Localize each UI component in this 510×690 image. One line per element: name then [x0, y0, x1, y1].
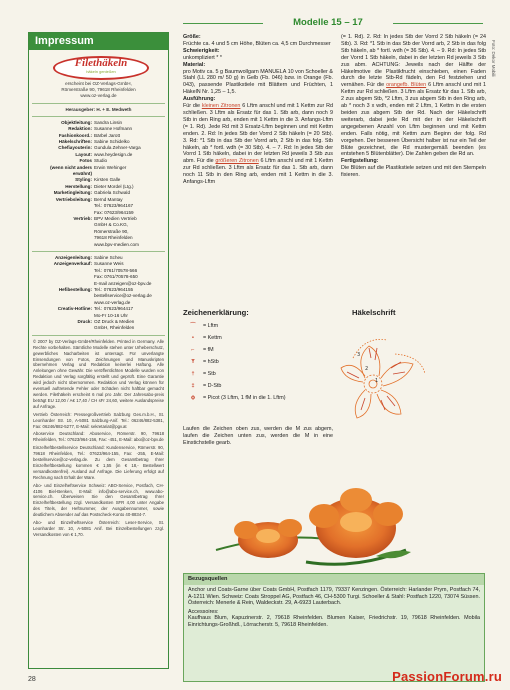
- legend-text: = hStb: [203, 359, 219, 365]
- impressum-row-key: Häkelschriften:: [58, 139, 92, 145]
- filethaekeln-logo: Filethäkeln häkeln genießen: [39, 56, 158, 78]
- impressum-row-key: Druck:: [77, 319, 92, 324]
- impressum-row-value: Studio: [94, 158, 108, 164]
- copyright-notice: © 2007 by OZ-Verlags-GmbH/Rheinfelden. Printed in Germany. Alle Rechte vorbehalten. Sämtliche Modelle stehen unter Urheberschutz, gewerbliches Nacharbeiten ist untersagt. Für unverlangte Einsendungen von Fotos, Zeichnungen und Manuskripten übernehmen Verlag und Redaktion keinerlei Haftung. Alle Anleitungen ohne Gewähr. Die veröffentlichten Modelle wurden von Redaktion und Verlag sorgfältig erstellt und geprüft. Eine Garantie wird jedoch nicht übernommen. Redaktion und Verlag können für eventuell auftretende Fehler oder Schäden nicht haftbar gemacht werden. Filethäkeln erscheint 6 mal pro Jahr. Der Jahresabo-preis beträgt EU 12,00 / A€ 17,40 / CH sFr 24,60, weitere Auslandspreise auf Anfrage.: [33, 338, 164, 409]
- round-1-label: 1: [375, 378, 379, 384]
- legend-item: [183, 357, 219, 367]
- legend-item: [183, 345, 214, 355]
- impressum-row-key: Layout:: [75, 151, 92, 157]
- legend-symbol-icon: ⌐: [191, 347, 195, 353]
- supplier-title: Bezugsquellen: [184, 574, 484, 585]
- legend-symbol-icon: •: [192, 335, 194, 341]
- legend-symbol-icon: Ŧ: [191, 359, 195, 365]
- impressum-row-value: bestellservice@oz-verlag.de: [94, 293, 152, 299]
- impressum-row-key: Chefiayouterin:: [58, 145, 92, 151]
- impressum-row-value: Kirsten Galle: [94, 177, 121, 183]
- impressum-row-value: Bärbel Jarott: [94, 132, 121, 138]
- impressum-row-value: BPV Medien Vertrieb: [94, 215, 137, 221]
- legend-item: [183, 381, 221, 391]
- crochet-flowers-photo: [206, 470, 436, 580]
- impressum-row-value: GmbH & Co.KG,: [94, 222, 128, 228]
- impressum-row-value: Sabine Scheu: [94, 254, 123, 260]
- legend-text: = Stb: [203, 371, 216, 377]
- impressum-row-value: Fax: 07623/964159: [94, 209, 134, 215]
- impressum-row-value: Mo-Fr 10-16 Uhr: [94, 312, 128, 318]
- impressum-title: Impressum: [29, 33, 168, 50]
- impressum-row-value: Tel.: 07623/964155: [94, 286, 134, 292]
- impressum-row-value: E-mail anzeigen@oz-bpv.de: [94, 280, 152, 286]
- impressum-row-value: www.oz-verlag.de: [94, 299, 131, 305]
- impressum-row-key: Hefibestellung:: [58, 286, 92, 292]
- impressum-row-value: Tel.: 07623/964167: [94, 203, 134, 209]
- impressum-row-key: [32, 325, 94, 331]
- service-oesterreich: Abo- und Einzelheftservice Österreich: Leser-Service, St. Leonharder Str. 10, A-5081 Anif. Bei Einzelbestellungen zzgl. Versandkosten von € 1,70.: [33, 520, 164, 537]
- impressum-box: [28, 32, 169, 669]
- impressum-row-value: Erwin Wehinger: [94, 164, 127, 170]
- legend-text: = D-Stb: [203, 383, 222, 389]
- impressum-row-value: GmbH, Rheinfelden: [94, 325, 135, 331]
- impressum-row-key: Fashionkoord.:: [58, 132, 92, 138]
- legend-text: = Kettm: [203, 335, 222, 341]
- impressum-row-value: Sandra Linsin: [94, 119, 123, 125]
- section-header: [183, 16, 483, 30]
- impressum-row-key: Marketingleitung:: [53, 190, 92, 196]
- impressum-row-key: Anzeigenverkauf:: [53, 261, 92, 267]
- legend-symbol-icon: ɸ: [190, 395, 196, 401]
- impressum-row-value: Römerstraße 90,: [94, 228, 129, 234]
- impressum-row-key: Vertrieb:: [73, 215, 92, 221]
- instructions-column-1: Größe: Früchte ca. 4 und 5 cm Höhe, Blüten ca. 4,5 cm Durchmesser Schwierigkeit: unkompliziert * * Material: pro Motiv ca. 5 g Baumwollgarn MANUELA 10 von Schoeller & Stahl (LL 280 m/ 50 g) in Gelb (Fb. 046) bzw. in Orange (Fb. 043), passende Plastikstiele mit Blättern und Früchten, 1 HäkelN Nr. 1,25 – 1,5. Ausführung: Für die kleinen Zitronen 6 Lftm anschl und mit 1 Kettm zur Rd schließen. 3 Lftm als Ersatz für das 1. Stb arb, dann noch 9 Stb in den Ring arb, enden mit 1 Kettm in die 3. Anfangs-Lftm (= 1. Rd). Jede Rd mit 3 Ersatz-Lftm beginnen und mit Kettm enden. 2. Rd: In jedes Stb der Vorrd 2 Stb häkeln (= 20 Stb). 3. Rd: *1 Stb in das Stb der Vorrd arb, 2 Stb in das folg. Stb häkeln, ab * fortl. wdh (= 30 Stb). 4. – 7. Rd: In jedes Stb der Vorrd 1 Stb häkeln, dabei in der letzten Rd jeweils 3 Stb zus abm. Für die größeren Zitronen 6 Lftm anschl und mit 1 Kettm zur Rd schließen. 3 Lftm als Ersatz für das 1. Stb arb, dann noch 11 Stb in den Ring arb, enden mit 1 Kettm in die 3. Anfangs-Lftm: [183, 34, 334, 186]
- impressum-row-value: Susanne Weis: [94, 261, 124, 267]
- impressum-row: [32, 325, 165, 331]
- impressum-row-key: Objektleitung:: [61, 119, 92, 125]
- impressum-row-value: Dieter Mordel (Ltg.): [94, 183, 134, 189]
- legend-symbol-icon: ⌒: [190, 323, 196, 329]
- vertrieb-oesterreich: Vertrieb Österreich: Pressegroßvertrieb Salzburg Ges.m.b.H., St. Leonharder Str. 10, A-5081 Salzburg-Anif. Tel.: 06246/882-5381, Fax: 06246/882-5277, E-Mail: sekretariat@pgv.at: [33, 411, 164, 429]
- legend-text: = fM: [203, 347, 214, 353]
- legend-title: Zeichenerklärung:: [183, 308, 249, 317]
- legend-text: = Lftm: [203, 323, 219, 329]
- impressum-row-value: Gabriela Schwald: [94, 190, 131, 196]
- legend-symbol-icon: †: [191, 371, 195, 377]
- supplier-box: [183, 573, 485, 682]
- round-3-label: 3: [357, 352, 361, 358]
- legend-symbol-icon: ‡: [191, 383, 195, 389]
- impressum-row-key: Vertriebsleitung:: [55, 196, 92, 202]
- impressum-row: [32, 242, 165, 248]
- editor-line: Herausgeber: H. + E. Medweth: [65, 106, 132, 112]
- impressum-row-value: Gundula Zehner-Varga: [94, 145, 141, 151]
- publisher-address: erscheint bei OZ-Verlags-GmbH, Römerstraße 90, 79618 Rheinfelden www.oz-verlag.de: [61, 81, 136, 99]
- crochet-chart-diagram: [335, 318, 465, 440]
- impressum-row-value: Sabine Schidelko: [94, 139, 130, 145]
- service-schweiz: Abo- und Einzelheftservice Schweiz: ABO-Service, Postfach, CH-4106 Biel-Benken, E-Mail: info@abo-service.ch, www.abo-service.ch. Überweisen Sie den Gesamtbetrag Ihrer Einzelheftbestellung zzgl. Versandkosten SFR 4,00 unter Angabe des Titels, der Heftnummer, der Ausgabennummer, sowie deutlichem Absender auf das Postscheck-Konto 40-8834-7.: [33, 482, 164, 518]
- staff-list: [32, 120, 165, 248]
- impressum-row-value: Tel.: 07623/964417: [94, 306, 134, 312]
- impressum-row-value: www.heydesign.de: [94, 151, 133, 157]
- impressum-row-key: Styling:: [75, 177, 92, 183]
- contact-list: [32, 255, 165, 332]
- legend-text: = Picot (3 Lftm, 1 fM in die 1. Lftm): [203, 395, 286, 401]
- impressum-row: [32, 165, 165, 178]
- photo-credit: Foto: Dekor Mobili: [491, 40, 496, 77]
- impressum-row-value: 79618 Rheinfelden: [94, 235, 133, 241]
- supplier-text: Anchor und Coats-Garne über Coats GmbH, Postfach 1179, 79337 Kenzingen. Österreich: Harlander Prym, Postfach 74, A-1211 Wien. Schweiz: Coats Stroppel AG, Postfach 46, CH-5300 Turgi. Schoeller & Stahl: Postfach 1220, 73074 Süssen. Österreich: Menerle & Rein, Waldeckstr. 29, A-6923 Lauterbach. Accessoires: Kaufhaus Blum, Kapuzinerstr. 2, 79618 Rheinfelden. Blumen Kaiser, Friedrichstr. 19, 79618 Rheinfelden. Mobila Einrichtungs-Großhdl., Lörracherstr. 5, 79618 Rheinfelden.: [188, 587, 480, 628]
- impressum-row-key: (wenn nicht anders erwähnt): [50, 164, 92, 177]
- impressum-row-value: Fax: 0761/70578-650: [94, 274, 138, 280]
- section-title: Modelle 15 – 17: [263, 16, 393, 30]
- impressum-row-value: www.bpv-medien.com: [94, 241, 139, 247]
- impressum-row-key: Anzeigenleitung:: [54, 254, 92, 260]
- aboservice-deutschland: Aboservice Deutschland: Aboservice, Römerstr. 90, 79618 Rheinfelden, Tel.: 07623/964-156, Fax: -451, E-Mail: abo@oz-bpv.de: [33, 431, 164, 443]
- impressum-row-value: Susanne Hofmann: [94, 126, 133, 132]
- impressum-row-key: [32, 242, 94, 248]
- legend-item: [183, 369, 216, 379]
- impressum-row-key: Herstellung:: [65, 183, 92, 189]
- chart-title: Häkelschrift: [352, 308, 396, 317]
- legend-item: [183, 393, 286, 403]
- impressum-row-value: OZ Druck & Medien: [94, 319, 135, 324]
- round-2-label: 2: [365, 366, 369, 372]
- impressum-row-value: Tel.: 0761/70578-566: [94, 267, 138, 273]
- impressum-row-value: Bernd Mantay: [94, 196, 123, 202]
- einzelheft-deutschland: Einzelheftbestellservice Deutschland: Kundenservice, Römerstr. 90, 79618 Rheinfelden, Tel.: 07623/964-155, Fax: -255, E-Mail: bestellservice@oz-verlag.de. Zu dem Gesamtbetrag Ihrer Einzelheftbestellung kommen € 1,55 (in € 18,- Bestellwert versandkostenfrei). Ausland auf Anfrage. Die Lieferung erfolgt auf Rechnung nach Erhalt der Ware.: [33, 445, 164, 480]
- legend-item: [183, 321, 218, 331]
- impressum-row-key: Creativ-Hotline:: [57, 306, 92, 312]
- legend-note: Laufen die Zeichen oben zus, werden die M zus abgem, laufen die Zeichen unten zus, werden die M in eine Einstichstelle gearb.: [183, 426, 333, 446]
- instructions-column-2: (= 1. Rd). 2. Rd: In jedes Stb der Vorrd 2 Stb häkeln (= 24 Stb). 3. Rd: *1 Stb in das Stb der Vorrd arb, 2 Stb in das folg Stb häkeln, ab * fortl. wdh (= 36 Stb). 4. – 9. Rd: In jedes Stb der Vorrd 1 Stb häkeln, dabei in der letzten Rd jeweils 3 Stb zus abm. ACHTUNG: Jeweils nach der Hälfte der Häkelmotive die Plastikfrucht einschieben, einen Faden durch die letzte Stb-Rd fädeln, den Fd festziehen und vernähen. Für die orangefb. Blüten 6 Lftm anschl und mit 1 Kettm zur Rd schließen. 3 Lftm als Ersatz für das 1. Stb arb, 2 zus abgem Stb, *2 Lftm, 3 zus abgem Stb in den Ring arb, ab * noch 3 x wdh, enden mit 2 Lftm, 1 Kettm in die ersten beiden zus abgem Stb der Rd. Nach der Häkelschrift weiterarb, dabei jede Rd mit der in der Häkelschrift angegebenen Anzahl von Lftm beginnen und mit Kettm enden. Falls nötig, mit Kettm zum Beginn der folg. Rd vorgehen. Der besseren Übersicht halber ist nur ein Teil der Blüte gezeichnet, die Rd mustergemäß beenden (es entstehen 5 Blütenblätter). Die Zahlen geben die Rd an. Fertigstellung: Die Blüten auf die Plastikstiele setzen und mit den Stempeln fixieren.: [341, 34, 487, 179]
- legend-item: [183, 333, 222, 343]
- impressum-row-key: Fotos: [79, 158, 92, 164]
- watermark: PassionForum.ru: [392, 669, 502, 684]
- page-number: 28: [28, 676, 36, 683]
- impressum-row-key: Redaktion:: [68, 126, 92, 132]
